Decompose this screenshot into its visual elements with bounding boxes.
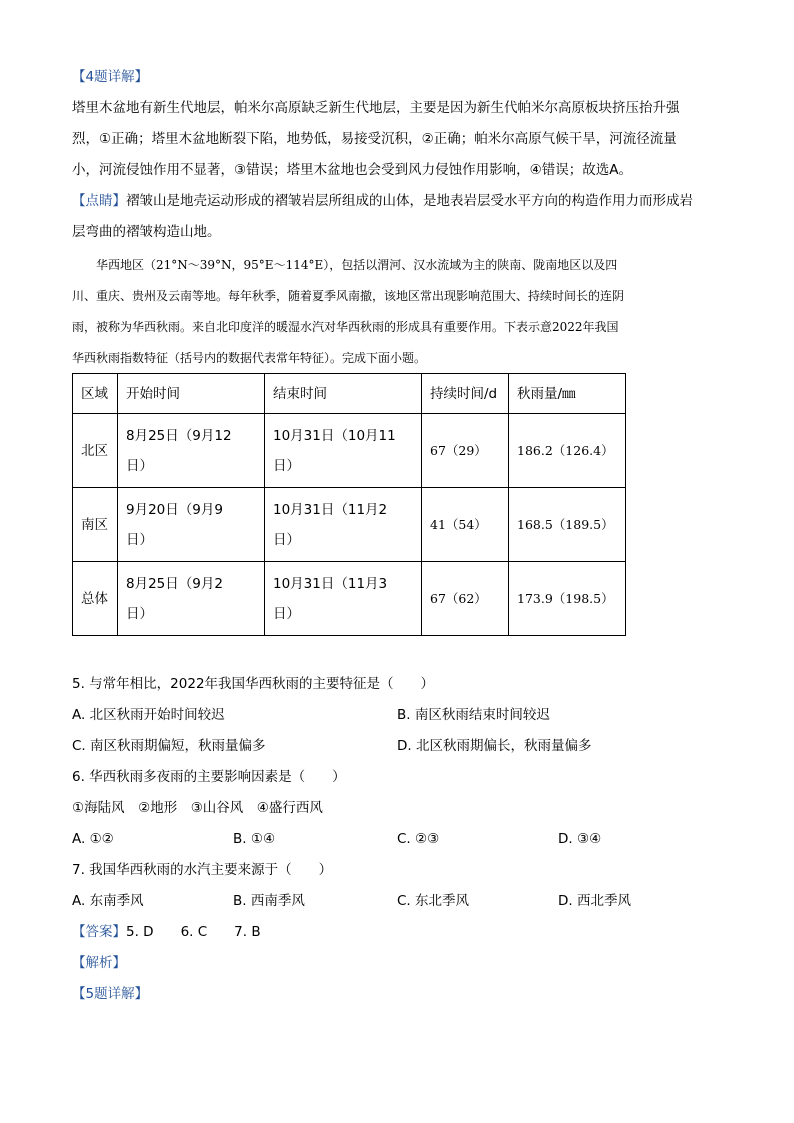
cell-start: 8月25日（9月12 日）: [118, 414, 265, 488]
answer-text: 5. D 6. C 7. B: [126, 924, 261, 940]
point-note-line-1: [72, 186, 720, 217]
q5-option-a[interactable]: A. 北区秋雨开始时间较迟: [72, 707, 225, 723]
q5-option-d[interactable]: D. 北区秋雨期偏长，秋雨量偏多: [397, 738, 592, 754]
intro-line-3: 雨，被称为华西秋雨。来自北印度洋的暖湿水汽对华西秋雨的形成具有重要作用。下表示意2022年我国: [72, 320, 619, 334]
section4-explanation: [72, 62, 720, 248]
cell-end: 10月31日（11月3 日）: [265, 562, 422, 636]
q7-option-c[interactable]: C. 东北季风: [397, 893, 470, 909]
table-row: [73, 562, 626, 636]
section4-line-2: 烈，①正确；塔里木盆地断裂下陷，地势低，易接受沉积，②正确；帕米尔高原气候干旱，河流径流量: [72, 131, 677, 147]
point-note-line-2: 层弯曲的褶皱构造山地。: [72, 224, 221, 240]
intro-line-1: 华西地区（21°N～39°N，95°E～114°E），包括以渭河、汉水流域为主的陕南、陇南地区以及四: [96, 258, 618, 272]
point-label: 【点睛】: [72, 193, 126, 209]
q7-option-d[interactable]: D. 西北季风: [558, 893, 631, 909]
point-text: 褶皱山是地壳运动形成的褶皱岩层所组成的山体，是地表岩层受水平方向的构造作用力而形成岩: [126, 193, 693, 209]
table-row: [73, 414, 626, 488]
cell-end: 10月31日（10月11 日）: [265, 414, 422, 488]
cell-rainfall: 173.9（198.5）: [509, 562, 626, 636]
header-end: 结束时间: [265, 374, 422, 414]
question-7-stem: 7. 我国华西秋雨的水汽主要来源于（ ）: [72, 862, 333, 878]
question-6-stem: 6. 华西秋雨多夜雨的主要影响因素是（ ）: [72, 769, 346, 785]
cell-rainfall: 186.2（126.4）: [509, 414, 626, 488]
intro-line-2: 川、重庆、贵州及云南等地。每年秋季，随着夏季风南撤，该地区常出现影响范围大、持续时间长的连阴: [72, 289, 625, 303]
header-duration: 持续时间/d: [422, 374, 509, 414]
question-5-stem: 5. 与常年相比，2022年我国华西秋雨的主要特征是（ ）: [72, 676, 435, 692]
analysis-label: 【解析】: [72, 955, 126, 971]
cell-region: 北区: [73, 414, 118, 488]
table-row: [73, 488, 626, 562]
section4-line-1: 塔里木盆地有新生代地层，帕米尔高原缺乏新生代地层，主要是因为新生代帕米尔高原板块挤压抬升强: [72, 100, 680, 116]
header-start: 开始时间: [118, 374, 265, 414]
section4-line-3: 小，河流侵蚀作用不显著，③错误；塔里木盆地也会受到风力侵蚀作用影响，④错误；故选A。: [72, 162, 632, 178]
cell-duration: 67（29）: [422, 414, 509, 488]
cell-region: 总体: [73, 562, 118, 636]
autumn-rain-table: [72, 373, 626, 636]
q6-option-a[interactable]: A. ①②: [72, 831, 114, 847]
answer-line: [72, 922, 261, 942]
intro-line-4: 华西秋雨指数特征（括号内的数据代表常年特征）。完成下面小题。: [72, 351, 427, 365]
q5-option-b[interactable]: B. 南区秋雨结束时间较迟: [397, 707, 550, 723]
cell-duration: 41（54）: [422, 488, 509, 562]
q6-option-d[interactable]: D. ③④: [558, 831, 602, 847]
q7-option-a[interactable]: A. 东南季风: [72, 893, 144, 909]
q7-option-b[interactable]: B. 西南季风: [233, 893, 305, 909]
section5-heading: 【5题详解】: [72, 986, 149, 1002]
section4-heading: 【4题详解】: [72, 69, 149, 85]
question-6-factors: ①海陆风 ②地形 ③山谷风 ④盛行西风: [72, 800, 323, 816]
cell-start: 8月25日（9月2 日）: [118, 562, 265, 636]
header-rainfall: 秋雨量/㎜: [509, 374, 626, 414]
header-region: 区域: [73, 374, 118, 414]
cell-end: 10月31日（11月2 日）: [265, 488, 422, 562]
table-header-row: [73, 374, 626, 414]
cell-region: 南区: [73, 488, 118, 562]
cell-start: 9月20日（9月9 日）: [118, 488, 265, 562]
q5-option-c[interactable]: C. 南区秋雨期偏短，秋雨量偏多: [72, 738, 266, 754]
answer-label: 【答案】: [72, 924, 126, 940]
q6-option-c[interactable]: C. ②③: [397, 831, 440, 847]
q6-option-b[interactable]: B. ①④: [233, 831, 276, 847]
intro-passage: [72, 250, 720, 374]
cell-rainfall: 168.5（189.5）: [509, 488, 626, 562]
cell-duration: 67（62）: [422, 562, 509, 636]
